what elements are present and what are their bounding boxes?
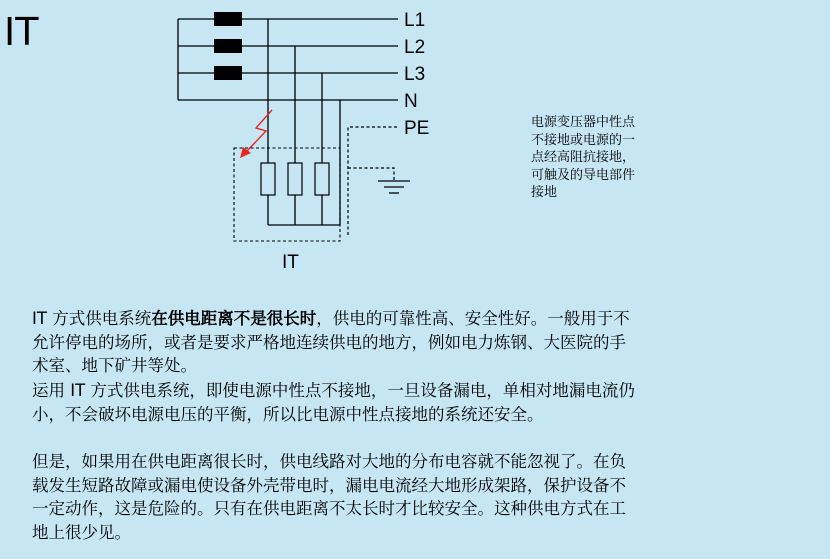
- label-pe: PE: [404, 118, 430, 139]
- diagram-note: [531, 114, 671, 202]
- earth-lead: [348, 168, 394, 180]
- bold-text: 在供电距离不是很长时: [151, 309, 317, 328]
- paragraph-usage: [32, 307, 822, 378]
- note-line: 点经高阻抗接地，: [531, 150, 636, 165]
- paragraph-line: 运用 IT 方式供电系统，即使电源中性点不接地，一旦设备漏电，单相对地漏电流仍: [32, 381, 635, 400]
- label-box-it: IT: [282, 252, 299, 273]
- text-span: IT 方式供电系统: [32, 309, 152, 328]
- label-l1: L1: [404, 10, 426, 31]
- load-resistor-1: [261, 163, 275, 195]
- paragraph-line: 地上很少见。: [32, 522, 131, 542]
- label-n: N: [404, 91, 418, 112]
- paragraph-line: 允许停电的场所，或者是要求严格地连续供电的地方，例如电力炼钢、大医院的手: [32, 332, 626, 352]
- fuse-l2: [214, 39, 242, 53]
- label-l2: L2: [404, 37, 426, 58]
- note-line: 不接地或电源的一: [531, 132, 636, 148]
- fuse-l1: [214, 12, 242, 26]
- text-span: ，供电的可靠性高、安全性好。一般用于不: [316, 309, 630, 328]
- fuse-l3: [214, 66, 242, 80]
- paragraph-limitation: [32, 450, 822, 544]
- paragraph-line: 一定动作，这是危险的。只有在供电距离不太长时才比较安全。这种供电方式在工: [32, 499, 626, 518]
- label-l3: L3: [404, 64, 426, 85]
- paragraph-line: [32, 307, 822, 331]
- paragraph-line: 小，不会破坏电源电压的平衡，所以比电源中性点接地的系统还安全。: [32, 404, 544, 424]
- paragraph-line: 但是，如果用在供电距离很长时，供电线路对大地的分布电容就不能忽视了。在负: [32, 452, 626, 471]
- load-resistor-2: [288, 163, 302, 195]
- paragraph-safety: [32, 379, 822, 426]
- page-title: IT: [4, 10, 39, 54]
- paragraph-line: 载发生短路故障或漏电使设备外壳带电时，漏电电流经大地形成架路，保护设备不: [32, 475, 626, 495]
- note-line: 接地: [531, 185, 558, 200]
- load-resistor-3: [315, 163, 329, 195]
- note-line: 可触及的导电部件: [531, 167, 636, 183]
- paragraph-line: 术室、地下矿井等处。: [32, 356, 197, 375]
- note-line: 电源变压器中性点: [531, 115, 636, 130]
